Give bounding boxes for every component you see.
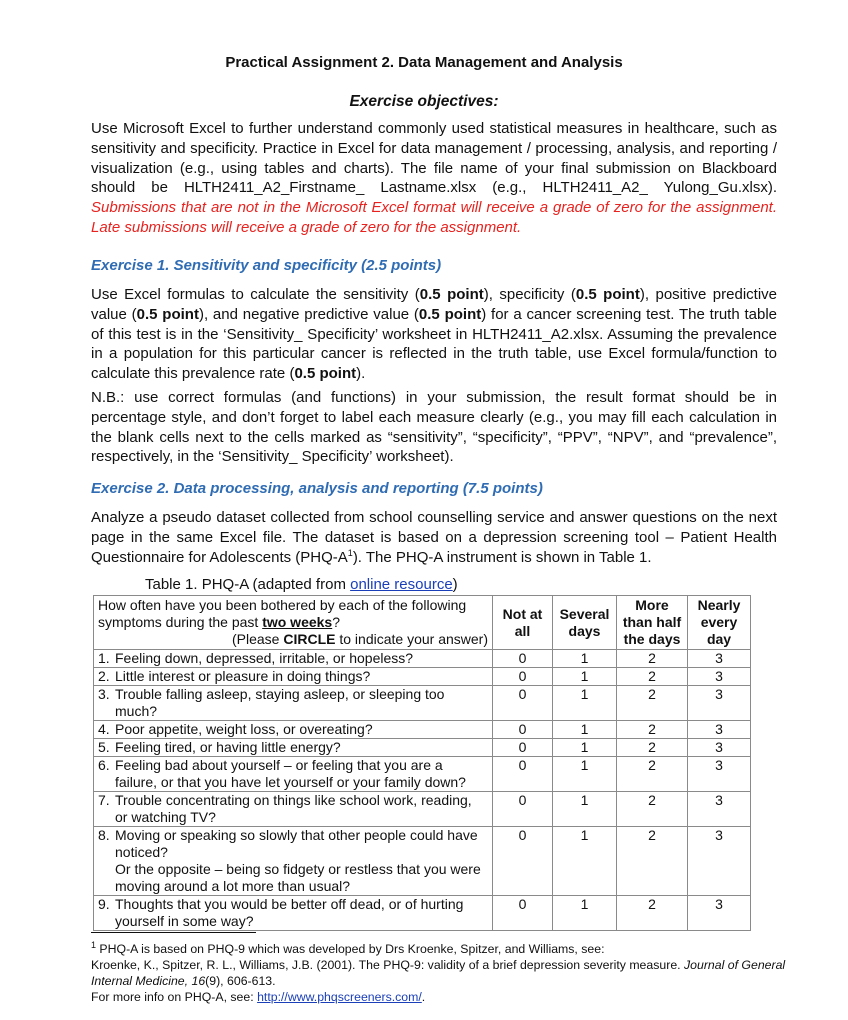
score-cell[interactable]: 1 (553, 721, 617, 739)
objectives-heading: Exercise objectives: (349, 93, 499, 110)
score-cell[interactable]: 2 (617, 757, 688, 792)
score-cell[interactable]: 3 (688, 650, 751, 668)
table-row: 7. Trouble concentrating on things like school work, reading, or watching TV? 0 1 2 3 (94, 792, 751, 827)
score-cell[interactable]: 2 (617, 721, 688, 739)
score-cell[interactable]: 3 (688, 721, 751, 739)
score-cell[interactable]: 1 (553, 792, 617, 827)
score-cell[interactable]: 3 (688, 896, 751, 931)
score-cell[interactable]: 0 (493, 757, 553, 792)
question-header: How often have you been bothered by each of the following symptoms during the past two weeks? (Please CIRCLE to indicate your answer) (94, 596, 493, 650)
exercise1-note: N.B.: use correct formulas (and functions) in your submission, the result format should be in percentage style, and don’t forget to label each measure clearly (e.g., you may fill each calculation in the blank cells next to the cells marked as “sensitivity”, “specificity”, “PPV”, “NPV”, and “prevalence”, respectively, in the ‘Sensitivity_ Specificity’ worksheet). (91, 389, 777, 466)
page-title: Practical Assignment 2. Data Management and Analysis (225, 54, 623, 71)
footnote: $^1$ PHQ-A is based on PHQ-9 which was developed by Drs Kroenke, Spitzer, and Williams, see: Kroenke, K., Spitzer, R. L., Williams, J.B. (2001). The PHQ-9: validity of a brief depression severity measure. Journal of General Internal Medicine, 16(9), 606-613. For more info on PHQ-A, see: http://www.phqscreeners.com/. (91, 939, 786, 1004)
score-cell[interactable]: 3 (688, 739, 751, 757)
online-resource-link[interactable]: online resource (350, 576, 453, 593)
score-cell[interactable]: 0 (493, 792, 553, 827)
objectives-paragraph: Use Microsoft Excel to further understand commonly used statistical measures in healthcare, such as sensitivity and specificity. Practice in Excel for data management / processing, analysis, and reporting / visualization (e.g., using tables and charts). The file name of your final submission on Blackboard should be HLTH2411_A2_Firstname_ Lastname.xlsx (e.g., HLTH2411_A2_ Yulong_Gu.xlsx). Submissions that are not in the Microsoft Excel format will receive a grade of zero for the assignment. Late submissions will receive a grade of zero for the assignment. (91, 120, 777, 236)
table-row: 8. Moving or speaking so slowly that other people could have noticed? Or the opposite – being so fidgety or restless that you were moving around a lot more than usual? 0 1 2 3 (94, 827, 751, 896)
score-cell[interactable]: 3 (688, 668, 751, 686)
score-cell[interactable]: 1 (553, 757, 617, 792)
score-cell[interactable]: 2 (617, 650, 688, 668)
table-header-row (94, 596, 751, 650)
score-cell[interactable]: 0 (493, 668, 553, 686)
score-cell[interactable]: 1 (553, 896, 617, 931)
column-header-not-at-all: Not at all (493, 596, 553, 650)
footnote-divider (91, 932, 256, 933)
table-row: 1. Feeling down, depressed, irritable, or hopeless? 0 1 2 3 (94, 650, 751, 668)
score-cell[interactable]: 2 (617, 739, 688, 757)
table-row: 5. Feeling tired, or having little energy? 0 1 2 3 (94, 739, 751, 757)
score-cell[interactable]: 0 (493, 721, 553, 739)
exercise1-paragraph: Use Excel formulas to calculate the sensitivity (0.5 point), specificity (0.5 point), positive predictive value (0.5 point), and negative predictive value (0.5 point) for a cancer screening test. The truth table of this test is in the ‘Sensitivity_ Specificity’ worksheet in HLTH2411_A2.xlsx. Assuming the prevalence in a population for this particular cancer is reflected in the truth table, use Excel formula/function to calculate this prevalence rate (0.5 point). (91, 286, 778, 383)
column-header-nearly-every-day: Nearly every day (688, 596, 751, 650)
table-row: 9. Thoughts that you would be better off dead, or of hurting yourself in some way? 0 1 2 3 (94, 896, 751, 931)
score-cell[interactable]: 2 (617, 686, 688, 721)
exercise2-heading: Exercise 2. Data processing, analysis and reporting (7.5 points) (91, 480, 543, 497)
score-cell[interactable]: 0 (493, 827, 553, 896)
phq-a-table (93, 595, 751, 931)
submission-warning: Submissions that are not in the Microsoft Excel format will receive a grade of zero for the assignment. Late submissions will receive a grade of zero for the assignment. (91, 199, 777, 236)
table-row: 3. Trouble falling asleep, staying asleep, or sleeping too much? 0 1 2 3 (94, 686, 751, 721)
score-cell[interactable]: 1 (553, 739, 617, 757)
score-cell[interactable]: 2 (617, 792, 688, 827)
score-cell[interactable]: 2 (617, 668, 688, 686)
exercise1-heading: Exercise 1. Sensitivity and specificity (2.5 points) (91, 257, 442, 274)
phqscreeners-link[interactable]: http://www.phqscreeners.com/ (257, 990, 422, 1004)
score-cell[interactable]: 3 (688, 757, 751, 792)
score-cell[interactable]: 0 (493, 739, 553, 757)
score-cell[interactable]: 1 (553, 650, 617, 668)
score-cell[interactable]: 3 (688, 686, 751, 721)
score-cell[interactable]: 0 (493, 896, 553, 931)
table-row: 6. Feeling bad about yourself – or feeling that you are a failure, or that you have let yourself or your family down? 0 1 2 3 (94, 757, 751, 792)
table-row: 4. Poor appetite, weight loss, or overeating? 0 1 2 3 (94, 721, 751, 739)
score-cell[interactable]: 1 (553, 827, 617, 896)
score-cell[interactable]: 1 (553, 668, 617, 686)
column-header-several-days: Several days (553, 596, 617, 650)
table-row: 2. Little interest or pleasure in doing things? 0 1 2 3 (94, 668, 751, 686)
column-header-more-than-half: More than half the days (617, 596, 688, 650)
score-cell[interactable]: 1 (553, 686, 617, 721)
exercise2-paragraph: Analyze a pseudo dataset collected from school counselling service and answer questions on the next page in the same Excel file. The dataset is based on a depression screening tool – Patient Health Questionnaire for Adolescents $(PHQ-A^1)$. The PHQ-A instrument is shown in Table 1. (91, 509, 777, 566)
score-cell[interactable]: 0 (493, 686, 553, 721)
score-cell[interactable]: 2 (617, 896, 688, 931)
table-caption: Table 1. PHQ-A (adapted from online resource) (145, 576, 458, 593)
score-cell[interactable]: 3 (688, 827, 751, 896)
score-cell[interactable]: 0 (493, 650, 553, 668)
footnote-ref: 1 (347, 547, 353, 558)
score-cell[interactable]: 3 (688, 792, 751, 827)
score-cell[interactable]: 2 (617, 827, 688, 896)
